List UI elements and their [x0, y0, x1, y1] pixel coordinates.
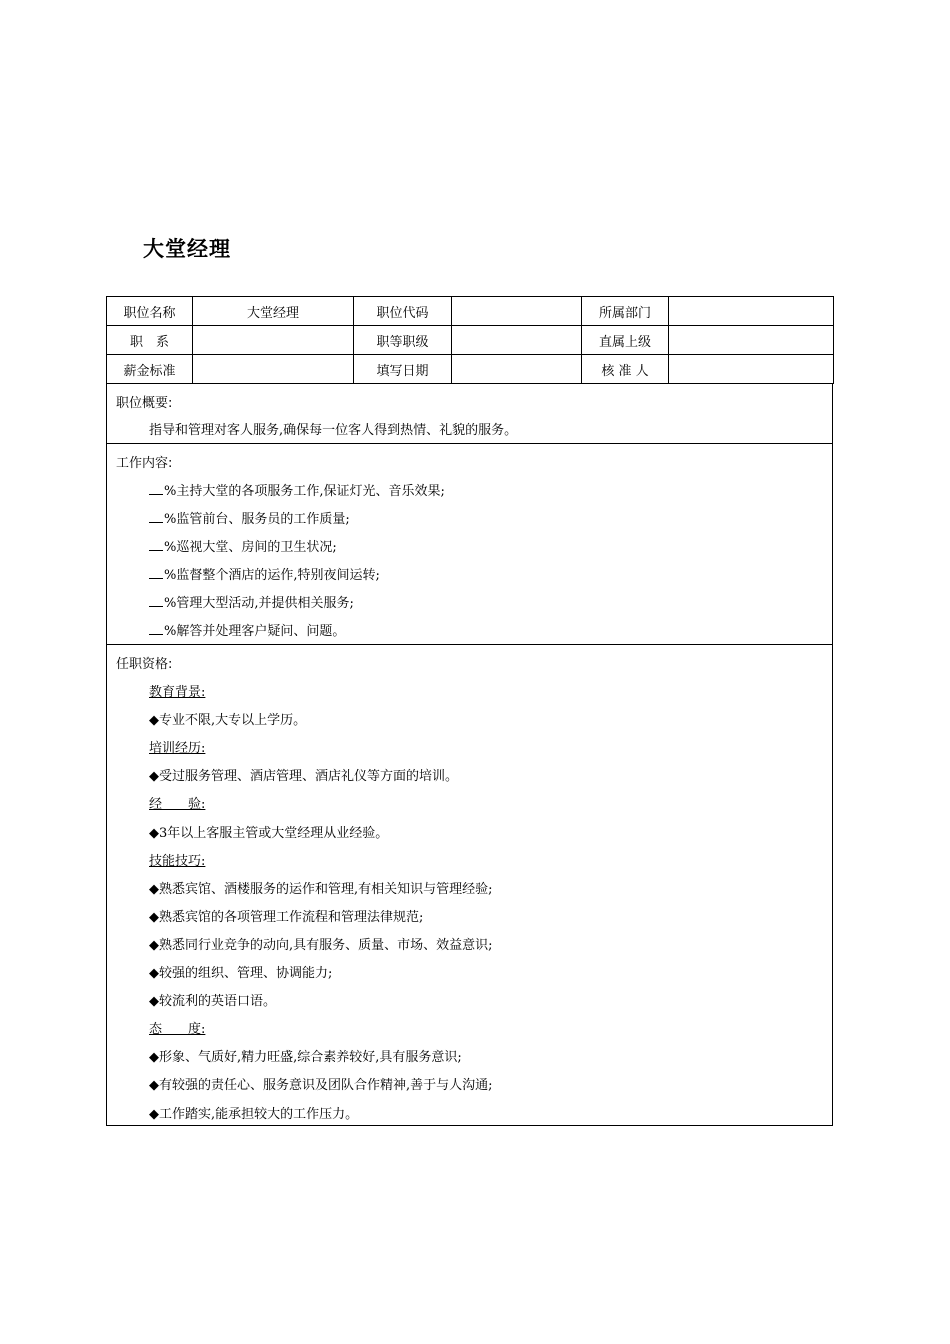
department-label: 所属部门 — [582, 297, 669, 326]
qualification-heading: 技能技巧: — [149, 853, 206, 869]
qualification-heading: 培训经历: — [149, 741, 206, 757]
salary-label: 薪金标准 — [107, 355, 193, 384]
qualification-heading: 态 度: — [149, 1022, 206, 1038]
duty-text: %解答并处理客户疑问、问题。 — [164, 624, 346, 639]
qualification-item: ◆熟悉宾馆的各项管理工作流程和管理法律规范; — [149, 909, 424, 925]
job-series-label: 职 系 — [107, 326, 193, 355]
summary-label: 职位概要: — [116, 396, 173, 411]
qualification-item: ◆受过服务管理、酒店管理、酒店礼仪等方面的培训。 — [149, 769, 458, 785]
percentage-blank — [149, 538, 163, 551]
qualification-item: ◆较流利的英语口语。 — [149, 994, 276, 1010]
duty-text: %监管前台、服务员的工作质量; — [164, 512, 350, 527]
qualification-item: ◆3年以上客服主管或大堂经理从业经验。 — [149, 825, 389, 841]
supervisor-value — [669, 326, 834, 355]
duty-item — [149, 592, 354, 611]
duty-text: %巡视大堂、房间的卫生状况; — [164, 540, 337, 555]
duties-section — [106, 444, 833, 645]
qualification-heading: 经 验: — [149, 797, 206, 813]
table-row — [107, 355, 834, 384]
qualification-item: ◆较强的组织、管理、协调能力; — [149, 966, 333, 981]
summary-section — [106, 384, 833, 444]
qualification-item: ◆形象、气质好,精力旺盛,综合素养较好,具有服务意识; — [149, 1050, 462, 1066]
qualification-item: ◆专业不限,大专以上学历。 — [149, 713, 307, 729]
duties-label: 工作内容: — [116, 456, 173, 471]
duty-item — [149, 620, 345, 639]
department-value — [669, 297, 834, 326]
percentage-blank — [149, 510, 163, 523]
table-row — [107, 297, 834, 326]
duty-item — [149, 564, 380, 583]
page-title: 大堂经理 — [143, 237, 231, 261]
grade-label: 职等职级 — [354, 326, 452, 355]
duty-text: %主持大堂的各项服务工作,保证灯光、音乐效果; — [164, 484, 445, 499]
fill-date-value — [452, 355, 582, 384]
duty-text: %监督整个酒店的运作,特别夜间运转; — [164, 568, 380, 583]
position-code-value — [452, 297, 582, 326]
supervisor-label: 直属上级 — [582, 326, 669, 355]
qualification-heading: 教育背景: — [149, 685, 206, 700]
duty-item — [149, 480, 445, 499]
percentage-blank — [149, 566, 163, 579]
duty-text: %管理大型活动,并提供相关服务; — [164, 596, 354, 611]
grade-value — [452, 326, 582, 355]
qualification-item: ◆有较强的责任心、服务意识及团队合作精神,善于与人沟通; — [149, 1078, 493, 1094]
position-name-value: 大堂经理 — [193, 297, 354, 326]
salary-value — [193, 355, 354, 384]
summary-text: 指导和管理对客人服务,确保每一位客人得到热情、礼貌的服务。 — [149, 423, 518, 438]
table-row — [107, 326, 834, 355]
percentage-blank — [149, 482, 163, 495]
approver-value — [669, 355, 834, 384]
percentage-blank — [149, 622, 163, 635]
percentage-blank — [149, 594, 163, 607]
qualification-item: ◆熟悉宾馆、酒楼服务的运作和管理,有相关知识与管理经验; — [149, 881, 493, 897]
qualification-item: ◆工作踏实,能承担较大的工作压力。 — [149, 1106, 359, 1122]
qualification-item: ◆熟悉同行业竞争的动向,具有服务、质量、市场、效益意识; — [149, 937, 493, 953]
approver-label: 核 准 人 — [582, 355, 669, 384]
position-code-label: 职位代码 — [354, 297, 452, 326]
job-series-value — [193, 326, 354, 355]
position-name-label: 职位名称 — [107, 297, 193, 326]
qualifications-section — [106, 645, 833, 1126]
duty-item — [149, 536, 337, 555]
position-info-table — [106, 296, 834, 384]
qualifications-label: 任职资格: — [116, 657, 173, 672]
duty-item — [149, 508, 350, 527]
fill-date-label: 填写日期 — [354, 355, 452, 384]
